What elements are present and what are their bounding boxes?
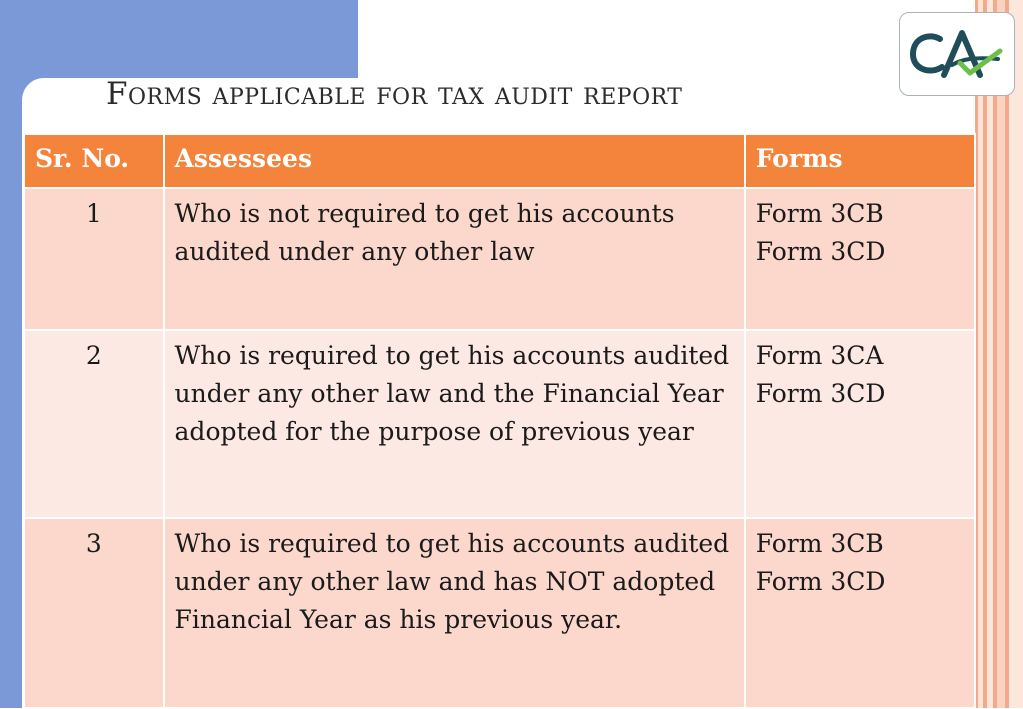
table-row xyxy=(24,188,975,330)
slide-title: Forms applicable for tax audit report xyxy=(106,76,683,112)
table-row xyxy=(24,330,975,518)
assessee-cell: Who is required to get his accounts audited under any other law and has NOT adopted Financial Year as his previous year. xyxy=(164,518,745,708)
table-row xyxy=(24,518,975,708)
form-name: Form 3CD xyxy=(755,237,886,266)
form-name: Form 3CB xyxy=(755,199,884,228)
table-header-row xyxy=(24,134,975,188)
assessee-cell: Who is not required to get his accounts audited under any other law xyxy=(164,188,745,330)
form-name: Form 3CD xyxy=(755,379,886,408)
assessee-cell: Who is required to get his accounts audited under any other law and the Financial Year adopted for the purpose of previous year xyxy=(164,330,745,518)
forms-cell xyxy=(745,330,975,518)
forms-cell xyxy=(745,518,975,708)
audit-forms-table xyxy=(23,133,976,709)
form-name: Form 3CB xyxy=(755,529,884,558)
form-name: Form 3CD xyxy=(755,567,886,596)
column-header-assessees: Assessees xyxy=(164,134,745,188)
sr-no-cell: 3 xyxy=(24,518,164,708)
decorative-stripes xyxy=(975,0,1023,708)
forms-cell xyxy=(745,188,975,330)
sr-no-cell: 2 xyxy=(24,330,164,518)
sr-no-cell: 1 xyxy=(24,188,164,330)
column-header-sr-no: Sr. No. xyxy=(24,134,164,188)
column-header-forms: Forms xyxy=(745,134,975,188)
form-name: Form 3CA xyxy=(755,341,884,370)
ca-logo-icon xyxy=(899,12,1015,96)
